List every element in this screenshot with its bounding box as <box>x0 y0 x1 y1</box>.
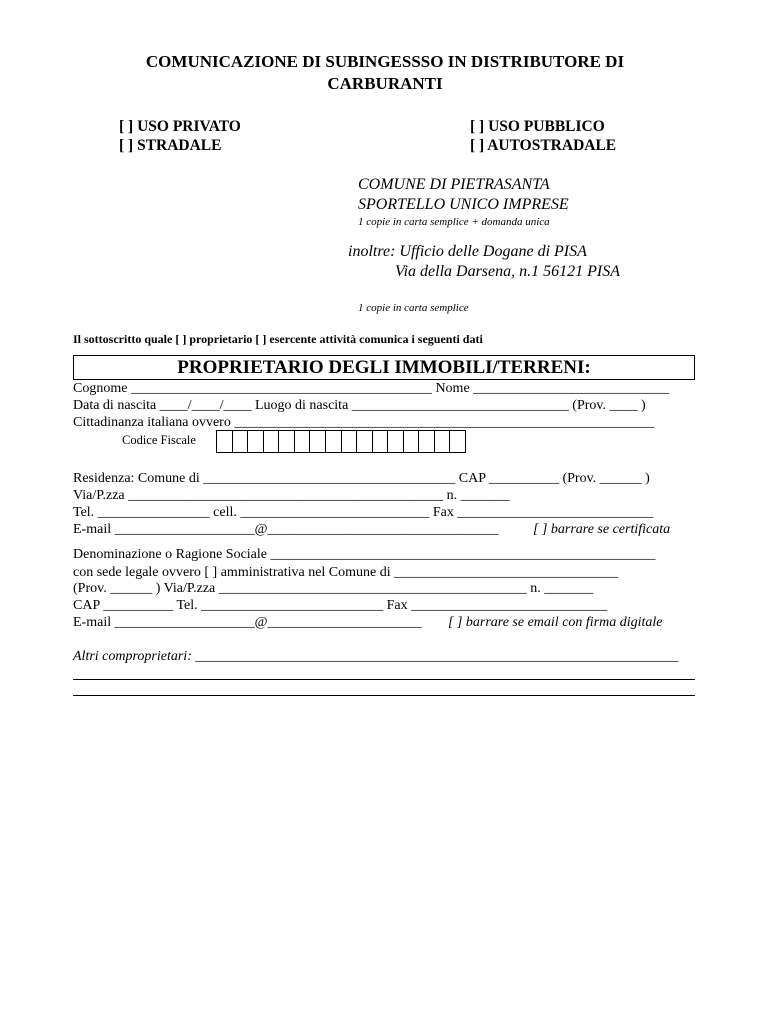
cf-cell[interactable] <box>450 431 465 452</box>
addressee-address: Via della Darsena, n.1 56121 PISA <box>395 263 621 280</box>
cf-cell[interactable] <box>342 431 358 452</box>
section-title-box <box>73 355 695 380</box>
denominazione-field[interactable]: Denominazione o Ragione Sociale _______________________________________________________ <box>73 547 656 562</box>
title-line-2: CARBURANTI <box>327 74 443 93</box>
addressee-sportello: SPORTELLO UNICO IMPRESE <box>358 196 569 213</box>
cf-cell[interactable] <box>248 431 264 452</box>
cf-cell[interactable] <box>264 431 280 452</box>
cf-cell[interactable] <box>279 431 295 452</box>
cf-cell[interactable] <box>357 431 373 452</box>
title-line-1: COMUNICAZIONE DI SUBINGESSSO IN DISTRIBUTORE DI <box>145 52 625 71</box>
copies-note-2: 1 copie in carta semplice <box>358 302 469 314</box>
nascita-field[interactable]: Data di nascita ____/____/____ Luogo di nascita _______________________________ (Prov. ____ ) <box>73 398 646 413</box>
cf-cell[interactable] <box>419 431 435 452</box>
blank-line[interactable] <box>73 679 695 680</box>
certificata-checkbox[interactable]: [ ] barrare se certificata <box>533 522 671 537</box>
codice-fiscale-boxes[interactable] <box>216 430 466 453</box>
uso-pubblico-checkbox[interactable]: [ ] USO PUBBLICO <box>470 118 605 135</box>
cognome-nome-field[interactable]: Cognome ___________________________________________ Nome ____________________________ <box>73 381 670 396</box>
uso-privato-checkbox[interactable]: [ ] USO PRIVATO <box>119 118 241 135</box>
sede-field[interactable]: con sede legale ovvero [ ] amministrativa nel Comune di ________________________________ <box>73 565 619 580</box>
cf-cell[interactable] <box>310 431 326 452</box>
cf-cell[interactable] <box>388 431 404 452</box>
addressee-comune: COMUNE DI PIETRASANTA <box>358 176 550 193</box>
cf-cell[interactable] <box>404 431 420 452</box>
addressee-dogane: inoltre: Ufficio delle Dogane di PISA <box>348 243 587 260</box>
prov-via-field[interactable]: (Prov. ______ ) Via/P.zza ____________________________________________ n. _______ <box>73 581 594 596</box>
via-field[interactable]: Via/P.zza _____________________________________________ n. _______ <box>73 488 510 503</box>
cf-cell[interactable] <box>233 431 249 452</box>
blank-line[interactable] <box>73 695 695 696</box>
copies-note-1: 1 copie in carta semplice + domanda unica <box>358 216 550 228</box>
cf-cell[interactable] <box>217 431 233 452</box>
altri-comproprietari-field[interactable]: Altri comproprietari: _____________________________________________________________________ <box>73 649 679 664</box>
email2-field[interactable]: E-mail ____________________@______________________ <box>73 615 422 630</box>
page-title <box>0 51 770 95</box>
cittadinanza-field[interactable]: Cittadinanza italiana ovvero ____________________________________________________________ <box>73 415 655 430</box>
residenza-field[interactable]: Residenza: Comune di ____________________________________ CAP __________ (Prov. ______ ) <box>73 471 650 486</box>
email-field[interactable]: E-mail ____________________@_________________________________ <box>73 522 499 537</box>
cf-cell[interactable] <box>295 431 311 452</box>
codice-fiscale-label: Codice Fiscale <box>122 433 196 447</box>
cap-tel-field[interactable]: CAP __________ Tel. __________________________ Fax ____________________________ <box>73 598 608 613</box>
tel-field[interactable]: Tel. ________________ cell. ___________________________ Fax ____________________________ <box>73 505 654 520</box>
section-title: PROPRIETARIO DEGLI IMMOBILI/TERRENI: <box>177 357 591 378</box>
autostradale-checkbox[interactable]: [ ] AUTOSTRADALE <box>470 137 617 154</box>
firma-digitale-checkbox[interactable]: [ ] barrare se email con firma digitale <box>448 615 663 630</box>
declaration-line: Il sottoscritto quale [ ] proprietario [ ] esercente attività comunica i seguenti dati <box>73 332 483 346</box>
cf-cell[interactable] <box>373 431 389 452</box>
stradale-checkbox[interactable]: [ ] STRADALE <box>119 137 222 154</box>
cf-cell[interactable] <box>435 431 451 452</box>
cf-cell[interactable] <box>326 431 342 452</box>
